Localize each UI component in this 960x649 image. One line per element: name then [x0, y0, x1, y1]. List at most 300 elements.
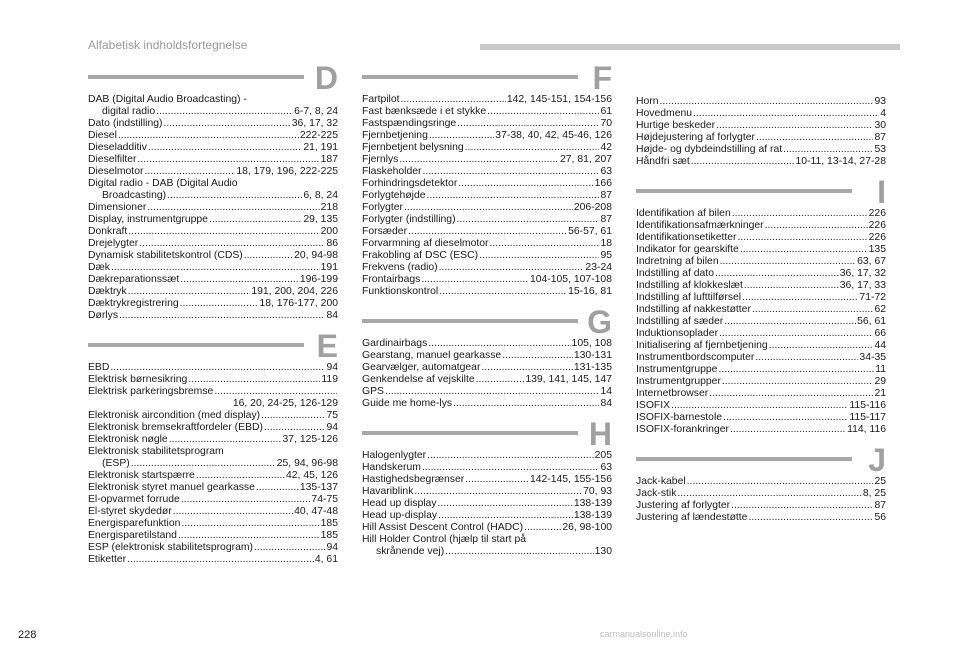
index-entry[interactable]: [636, 424, 886, 436]
entry-title: Fjernbetjening: [362, 130, 428, 141]
entry-pages: 27, 81, 207: [560, 154, 612, 165]
entry-pages: 187: [320, 154, 338, 165]
index-entry[interactable]: [88, 286, 338, 298]
entry-title: Dørlys: [88, 310, 119, 321]
index-entry[interactable]: [636, 244, 886, 256]
index-entry[interactable]: [636, 268, 886, 280]
leader-dots: [445, 546, 594, 558]
entry-title: Elektronisk styret manuel gearkasse: [88, 482, 255, 493]
entry-pages: 196-199: [299, 274, 338, 285]
leader-dots: [465, 142, 600, 154]
entry-pages: 87: [600, 214, 612, 225]
index-entry[interactable]: [362, 374, 612, 386]
entry-pages: 11: [875, 364, 886, 375]
entry-pages-continued: 16, 20, 24-25, 126-129: [232, 398, 338, 409]
entry-pages: 87: [600, 190, 612, 201]
leader-dots: [716, 120, 873, 132]
entry-pages: 42: [600, 142, 612, 153]
entry-pages: 185: [320, 530, 338, 541]
leader-dots: [709, 388, 873, 400]
index-entry[interactable]: [636, 96, 886, 108]
entry-pages: 226: [868, 220, 886, 231]
leader-dots: [487, 106, 599, 118]
entry-pages: 94: [326, 362, 338, 373]
index-entry[interactable]: [362, 362, 612, 374]
index-entry[interactable]: [88, 482, 338, 494]
leader-dots: [414, 486, 582, 498]
entry-pages: 40, 47-48: [294, 506, 338, 517]
entry-pages: 95: [600, 250, 612, 261]
entry-title: EBD: [88, 362, 110, 373]
entry-title: El-opvarmet forrude: [88, 494, 180, 505]
entry-pages: 226: [868, 208, 886, 219]
entry-pages: 6-7, 8, 24: [294, 106, 338, 117]
index-entry[interactable]: [88, 410, 338, 422]
entry-pages: 84: [600, 398, 612, 409]
index-entry[interactable]: [362, 238, 612, 250]
leader-dots: [427, 190, 600, 202]
entry-pages: 74-75: [311, 494, 338, 505]
entry-pages: 56, 61: [857, 316, 886, 327]
index-entry[interactable]: [88, 274, 338, 286]
section-header: [636, 174, 886, 214]
entry-title: Dæktryk: [88, 286, 127, 297]
header-bar: [480, 44, 900, 50]
index-entry[interactable]: [636, 352, 886, 364]
entry-title: Head up display: [362, 498, 437, 509]
entry-title: Elektrisk parkeringsbremse: [88, 386, 214, 397]
index-entry[interactable]: [88, 374, 338, 386]
index-entry[interactable]: [362, 130, 612, 142]
entry-pages: 18, 176-177, 200: [259, 298, 338, 309]
leader-dots: [693, 108, 879, 120]
index-entry[interactable]: [636, 340, 886, 352]
entry-pages: 222-225: [299, 130, 338, 141]
leader-dots: [169, 434, 282, 446]
leader-dots: [399, 154, 559, 166]
index-entry[interactable]: [636, 500, 886, 512]
entry-title: Energisparefunktion: [88, 518, 181, 529]
entry-title: Indstilling af lufttilførsel: [636, 292, 742, 303]
entry-pages: 63, 67: [857, 256, 886, 267]
index-entry[interactable]: [636, 292, 886, 304]
leader-dots: [180, 298, 259, 310]
index-entry[interactable]: [88, 154, 338, 166]
entry-title: Guide me home-lys: [362, 398, 453, 409]
entry-title: Induktionsoplader: [636, 328, 719, 339]
entry-title: Horn: [636, 96, 659, 107]
leader-dots: [671, 400, 848, 412]
entry-pages: 93: [874, 96, 886, 107]
section-header: [636, 442, 886, 482]
leader-dots: [164, 118, 291, 130]
index-entry[interactable]: [636, 328, 886, 340]
leader-dots: [118, 130, 299, 142]
entry-pages: 105, 108: [571, 338, 612, 349]
index-entry[interactable]: [88, 130, 338, 142]
section-letter: J: [868, 442, 886, 478]
index-entry[interactable]: [636, 316, 886, 328]
entry-pages: 135: [868, 244, 886, 255]
entry-title: Funktionskontrol: [362, 286, 439, 297]
index-entry[interactable]: [362, 462, 612, 474]
leader-dots: [439, 262, 585, 274]
entry-pages: 75: [326, 410, 338, 421]
leader-dots: [261, 410, 325, 422]
entry-title: Genkendelse af vejskilte: [362, 374, 475, 385]
entry-title: Indretning af bilen: [636, 256, 719, 267]
leader-dots: [404, 202, 573, 214]
section-rule: [362, 75, 578, 79]
leader-dots: [691, 156, 795, 168]
leader-dots: [138, 154, 320, 166]
leader-dots: [453, 398, 599, 410]
entry-pages: 70, 93: [583, 486, 612, 497]
index-entry[interactable]: [362, 274, 612, 286]
leader-dots: [188, 374, 320, 386]
entry-pages: 114, 116: [847, 424, 886, 435]
entry-title-line: Hill Holder Control (hjælp til start på: [362, 534, 526, 545]
index-section: [636, 96, 886, 168]
entry-pages: 206-208: [573, 202, 612, 213]
index-entry[interactable]: [362, 534, 612, 558]
entry-title: Internetbrowser: [636, 388, 709, 399]
entry-title: Indstilling af klokkeslæt: [636, 280, 743, 291]
index-entry[interactable]: [362, 250, 612, 262]
index-entry[interactable]: [88, 530, 338, 542]
entry-title: Indikator for gearskifte: [636, 244, 739, 255]
entry-pages: 115-116: [849, 400, 886, 411]
leader-dots: [457, 214, 600, 226]
leader-dots: [744, 280, 839, 292]
entry-pages: 191, 200, 204, 226: [251, 286, 338, 297]
entry-title: Indstilling af sæder: [636, 316, 724, 327]
entry-pages: 37-38, 40, 42, 45-46, 126: [495, 130, 612, 141]
entry-title: Jack-kabel: [636, 476, 686, 487]
index-entry[interactable]: [88, 178, 338, 202]
entry-title: Diesel: [88, 130, 117, 141]
leader-dots: [476, 374, 525, 386]
leader-dots: [723, 412, 848, 424]
index-section: [636, 442, 886, 524]
entry-title: Forvarmning af dieselmotor: [362, 238, 489, 249]
index-entry[interactable]: [362, 106, 612, 118]
entry-title: Identifikationsafmærkninger: [636, 220, 764, 231]
index-entry[interactable]: [636, 120, 886, 132]
section-header: [362, 416, 612, 456]
page-number: 228: [18, 629, 37, 641]
index-entry[interactable]: [88, 118, 338, 130]
leader-dots: [731, 500, 873, 512]
entry-pages: 226: [868, 232, 886, 243]
index-entry[interactable]: [362, 262, 612, 274]
leader-dots: [481, 362, 572, 374]
entry-pages: 131-135: [573, 362, 612, 373]
leader-dots: [408, 226, 567, 238]
entry-pages: 20, 94-98: [294, 250, 338, 261]
index-entry[interactable]: [88, 506, 338, 518]
leader-dots: [385, 386, 599, 398]
index-entry[interactable]: [636, 220, 886, 232]
index-entry[interactable]: [362, 510, 612, 522]
leader-dots: [167, 190, 302, 202]
leader-dots: [178, 530, 320, 542]
index-entry[interactable]: [88, 298, 338, 310]
entry-title: Head up-display: [362, 510, 438, 521]
entry-title: Fast bænksæde i et stykke: [362, 106, 487, 117]
leader-dots: [783, 144, 873, 156]
entry-pages: 56-57, 61: [568, 226, 612, 237]
entry-pages: 36, 17, 32: [839, 268, 886, 279]
entry-pages: 135-137: [299, 482, 338, 493]
entry-pages: 37, 125-126: [282, 434, 338, 445]
leader-dots: [423, 166, 600, 178]
index-entry[interactable]: [636, 412, 886, 424]
entry-pages: 139, 141, 145, 147: [525, 374, 612, 385]
entry-title: Fartpilot: [362, 94, 400, 105]
index-entry[interactable]: [88, 238, 338, 250]
index-entry[interactable]: [88, 262, 338, 274]
entry-pages: 104-105, 107-108: [529, 274, 612, 285]
entry-title: ISOFIX-forankringer: [636, 424, 729, 435]
entry-title: (ESP): [102, 458, 130, 469]
leader-dots: [722, 376, 874, 388]
entry-pages: 4: [880, 108, 886, 119]
index-entry[interactable]: [362, 350, 612, 362]
section-letter: I: [877, 174, 886, 210]
leader-dots: [147, 202, 319, 214]
leader-dots: [256, 482, 299, 494]
entry-pages: 71-72: [859, 292, 886, 303]
leader-dots: [765, 220, 868, 232]
index-entry[interactable]: [88, 518, 338, 530]
leader-dots: [730, 424, 846, 436]
entry-pages: 21, 191: [303, 142, 338, 153]
entry-pages: 56: [874, 512, 886, 523]
leader-dots: [752, 304, 874, 316]
entry-pages: 10-11, 13-14, 27-28: [795, 156, 886, 167]
entry-title: Gearvælger, automatgear: [362, 362, 481, 373]
index-entry[interactable]: [88, 214, 338, 226]
entry-title: GPS: [362, 386, 384, 397]
entry-title: Instrumentbordscomputer: [636, 352, 755, 363]
entry-title: Display, instrumentgruppe: [88, 214, 208, 225]
index-entry[interactable]: [362, 118, 612, 130]
leader-dots: [264, 422, 325, 434]
entry-pages: 21: [874, 388, 886, 399]
index-entry[interactable]: [636, 376, 886, 388]
entry-title: Højdejustering af forlygter: [636, 132, 755, 143]
index-entry[interactable]: [88, 202, 338, 214]
entry-title: Håndfri sæt: [636, 156, 690, 167]
entry-pages: 34-35: [859, 352, 886, 363]
leader-dots: [439, 286, 567, 298]
index-entry[interactable]: [362, 226, 612, 238]
index-column-1: [88, 60, 338, 578]
index-entry[interactable]: [362, 474, 612, 486]
entry-pages: 218: [320, 202, 338, 213]
entry-pages: 61: [600, 106, 612, 117]
entry-title: Indstilling af nakkestøtter: [636, 304, 751, 315]
entry-pages: 191: [320, 262, 338, 273]
index-section: [636, 174, 886, 436]
index-entry[interactable]: [88, 542, 338, 554]
index-entry[interactable]: [362, 166, 612, 178]
leader-dots: [465, 474, 529, 486]
leader-dots: [196, 470, 285, 482]
index-entry[interactable]: [88, 446, 338, 470]
leader-dots: [489, 238, 599, 250]
entry-title: Handskerum: [362, 462, 421, 473]
index-entry[interactable]: [362, 142, 612, 154]
entry-title: Hurtige beskeder: [636, 120, 716, 131]
entry-title: Etiketter: [88, 554, 127, 565]
index-entry[interactable]: [88, 166, 338, 178]
index-entry[interactable]: [362, 286, 612, 298]
index-entry[interactable]: [636, 256, 886, 268]
entry-title: Gardinairbags: [362, 338, 428, 349]
footer-watermark: carmanualsonline.info: [600, 629, 688, 639]
index-entry[interactable]: [88, 434, 338, 446]
index-entry[interactable]: [88, 386, 338, 410]
entry-title: Dimensioner: [88, 202, 147, 213]
entry-pages: 30: [874, 120, 886, 131]
index-entry[interactable]: [636, 280, 886, 292]
entry-title: Højde- og dybdeindstilling af rat: [636, 144, 783, 155]
index-entry[interactable]: [362, 214, 612, 226]
entry-title: Elektronisk startspærre: [88, 470, 195, 481]
index-entry[interactable]: [362, 154, 612, 166]
index-entry[interactable]: [88, 494, 338, 506]
index-entry[interactable]: [636, 108, 886, 120]
index-entry[interactable]: [88, 470, 338, 482]
section-letter: H: [588, 416, 612, 452]
entry-pages: 87: [874, 500, 886, 511]
section-rule: [362, 431, 578, 435]
leader-dots: [660, 96, 874, 108]
entry-title: Broadcasting): [102, 190, 167, 201]
leader-dots: [438, 498, 573, 510]
entry-title: Frakobling af DSC (ESC): [362, 250, 479, 261]
entry-pages: 44: [874, 340, 886, 351]
entry-pages: 166: [594, 178, 612, 189]
entry-title: Hovedmenu: [636, 108, 693, 119]
entry-pages: 15-16, 81: [568, 286, 612, 297]
section-header: [362, 60, 612, 100]
index-entry[interactable]: [362, 178, 612, 190]
entry-pages: 53: [874, 144, 886, 155]
entry-pages: 130-131: [573, 350, 612, 361]
index-entry[interactable]: [362, 398, 612, 410]
leader-dots: [148, 142, 302, 154]
index-entry[interactable]: [636, 232, 886, 244]
index-entry[interactable]: [362, 522, 612, 534]
entry-pages: 94: [326, 542, 338, 553]
entry-title: Hill Assist Descent Control (HADC): [362, 522, 524, 533]
index-entry[interactable]: [88, 250, 338, 262]
entry-pages: 14: [600, 386, 612, 397]
entry-title: Identifikation af bilen: [636, 208, 731, 219]
leader-dots: [144, 166, 235, 178]
entry-title: Dæktrykregistrering: [88, 298, 179, 309]
leader-dots: [139, 238, 325, 250]
entry-title: Fastspændingsringe: [362, 118, 457, 129]
index-entry[interactable]: [88, 142, 338, 154]
entry-title: Elektronisk aircondition (med display): [88, 410, 261, 421]
index-entry[interactable]: [636, 144, 886, 156]
entry-title: Dieselmotor: [88, 166, 144, 177]
index-entry[interactable]: [636, 132, 886, 144]
index-entry[interactable]: [636, 512, 886, 524]
entry-title: Halogenlygter: [362, 450, 427, 461]
entry-title: Forlygter: [362, 202, 403, 213]
entry-pages: 115-117: [849, 412, 886, 423]
entry-title: Forsæder: [362, 226, 408, 237]
leader-dots: [214, 386, 337, 398]
leader-dots: [755, 352, 858, 364]
entry-title: Dækreparationssæt: [88, 274, 180, 285]
entry-pages: 36, 17, 32: [291, 118, 338, 129]
entry-pages: 86: [326, 238, 338, 249]
entry-pages: 62: [874, 304, 886, 315]
index-entry[interactable]: [636, 156, 886, 168]
entry-title: Elektronisk nøgle: [88, 434, 168, 445]
index-entry[interactable]: [636, 388, 886, 400]
leader-dots: [127, 554, 314, 566]
leader-dots: [173, 506, 293, 518]
leader-dots: [209, 214, 302, 226]
index-entry[interactable]: [636, 304, 886, 316]
index-entry[interactable]: [636, 488, 886, 500]
index-entry[interactable]: [88, 310, 338, 322]
index-entry[interactable]: [636, 364, 886, 376]
index-entry[interactable]: [362, 386, 612, 398]
leader-dots: [748, 512, 873, 524]
index-column-2: [362, 60, 612, 570]
leader-dots: [479, 250, 599, 262]
leader-dots: [254, 542, 325, 554]
entry-pages: 119: [321, 374, 338, 385]
entry-pages: 18: [600, 238, 612, 249]
section-letter: G: [587, 304, 612, 340]
entry-title: El-styret skydedør: [88, 506, 172, 517]
section-rule: [88, 343, 304, 347]
index-section: [362, 60, 612, 298]
index-entry[interactable]: [88, 422, 338, 434]
section-rule: [636, 189, 852, 193]
entry-pages: 8, 25: [862, 488, 886, 499]
leader-dots: [131, 458, 276, 470]
entry-title: Donkraft: [88, 226, 128, 237]
entry-title: Initialisering af fjernbetjening: [636, 340, 768, 351]
index-entry[interactable]: [636, 400, 886, 412]
leader-dots: [156, 106, 293, 118]
index-entry[interactable]: [362, 486, 612, 498]
entry-title: Dynamisk stabilitetskontrol (CDS): [88, 250, 243, 261]
entry-title: Elektrisk børnesikring: [88, 374, 188, 385]
index-entry[interactable]: [362, 190, 612, 202]
index-entry[interactable]: [362, 498, 612, 510]
index-entry[interactable]: [88, 226, 338, 238]
leader-dots: [422, 462, 600, 474]
entry-pages: 26, 98-100: [562, 522, 612, 533]
index-entry[interactable]: [362, 202, 612, 214]
leader-dots: [524, 522, 561, 534]
leader-dots: [724, 316, 856, 328]
entry-title: Energisparetilstand: [88, 530, 177, 541]
entry-pages: 29: [874, 376, 886, 387]
index-entry[interactable]: [88, 554, 338, 566]
